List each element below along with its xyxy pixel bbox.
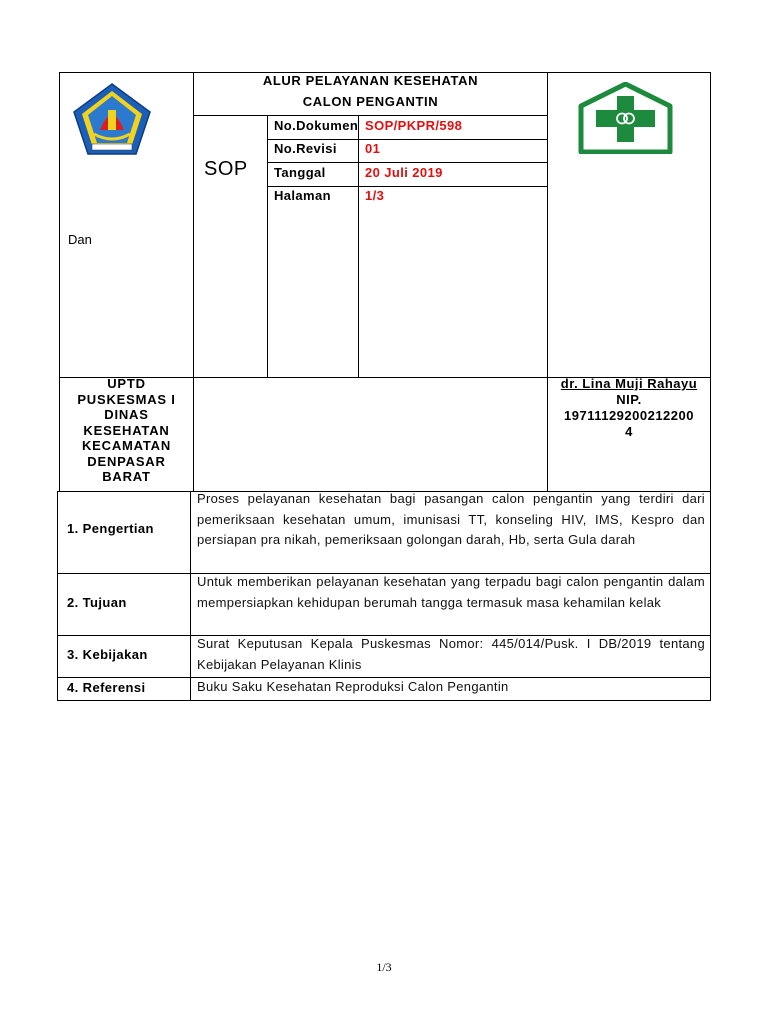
signatory-nip-continued: 4 <box>625 424 633 439</box>
document-title-line-2: CALON PENGANTIN <box>302 94 439 109</box>
meta-value-no-dokumen: SOP/PKPR/598 <box>365 118 463 133</box>
meta-label-halaman: Halaman <box>274 188 331 203</box>
page-number: 1/3 <box>376 960 392 974</box>
institution-line: BARAT <box>102 469 151 484</box>
meta-value-no-revisi: 01 <box>365 141 381 156</box>
logo-caption: Dan <box>68 232 92 247</box>
section-text-referensi: Buku Saku Kesehatan Reproduksi Calon Pengantin <box>197 679 509 694</box>
institution-line: KESEHATAN <box>83 422 170 438</box>
institution-line: DINAS <box>104 407 149 422</box>
section-label-referensi: 4. Referensi <box>67 680 146 695</box>
signatory-nip-label: NIP. <box>616 392 642 407</box>
meta-value-tanggal: 20 Juli 2019 <box>365 165 443 180</box>
document-title-line-1: ALUR PELAYANAN KESEHATAN <box>262 73 479 88</box>
signatory-block <box>548 376 710 440</box>
institution-line: UPTD <box>107 376 146 391</box>
signatory-name: dr. Lina Muji Rahayu <box>560 376 698 391</box>
section-label-pengertian: 1. Pengertian <box>67 521 154 536</box>
institution-line: DENPASAR <box>87 453 166 469</box>
meta-label-no-revisi: No.Revisi <box>274 141 337 156</box>
sop-label: SOP <box>204 158 248 180</box>
puskesmas-green-cross-icon <box>578 82 673 154</box>
institution-line: KECAMATAN <box>81 438 172 453</box>
meta-value-halaman: 1/3 <box>365 188 385 203</box>
section-text-tujuan: Untuk memberikan pelayanan kesehatan yang terpadu bagi calon pengantin dalam mempersiapkan kehidupan berumah tangga termasuk masa kehamilan kelak <box>197 574 705 610</box>
section-label-kebijakan: 3. Kebijakan <box>67 647 148 662</box>
regional-government-emblem-icon <box>70 82 154 158</box>
section-label-tujuan: 2. Tujuan <box>67 595 127 610</box>
section-text-pengertian: Proses pelayanan kesehatan bagi pasangan calon pengantin yang terdiri dari pemeriksaan kesehatan umum, imunisasi TT, konseling HIV, IMS, Kespro dan persiapan pra nikah, pemeriksaan golongan darah, Hb, serta Gula darah <box>197 491 705 547</box>
meta-label-tanggal: Tanggal <box>274 165 326 180</box>
institution-name <box>60 376 193 485</box>
section-text-kebijakan: Surat Keputusan Kepala Puskesmas Nomor: 445/014/Pusk. I DB/2019 tentang Kebijakan Pelayanan Klinis <box>197 636 705 672</box>
institution-line: PUSKESMAS I <box>77 391 176 407</box>
signatory-nip: 19711129200212200 <box>564 408 694 423</box>
meta-label-no-dokumen: No.Dokumen <box>274 118 359 133</box>
